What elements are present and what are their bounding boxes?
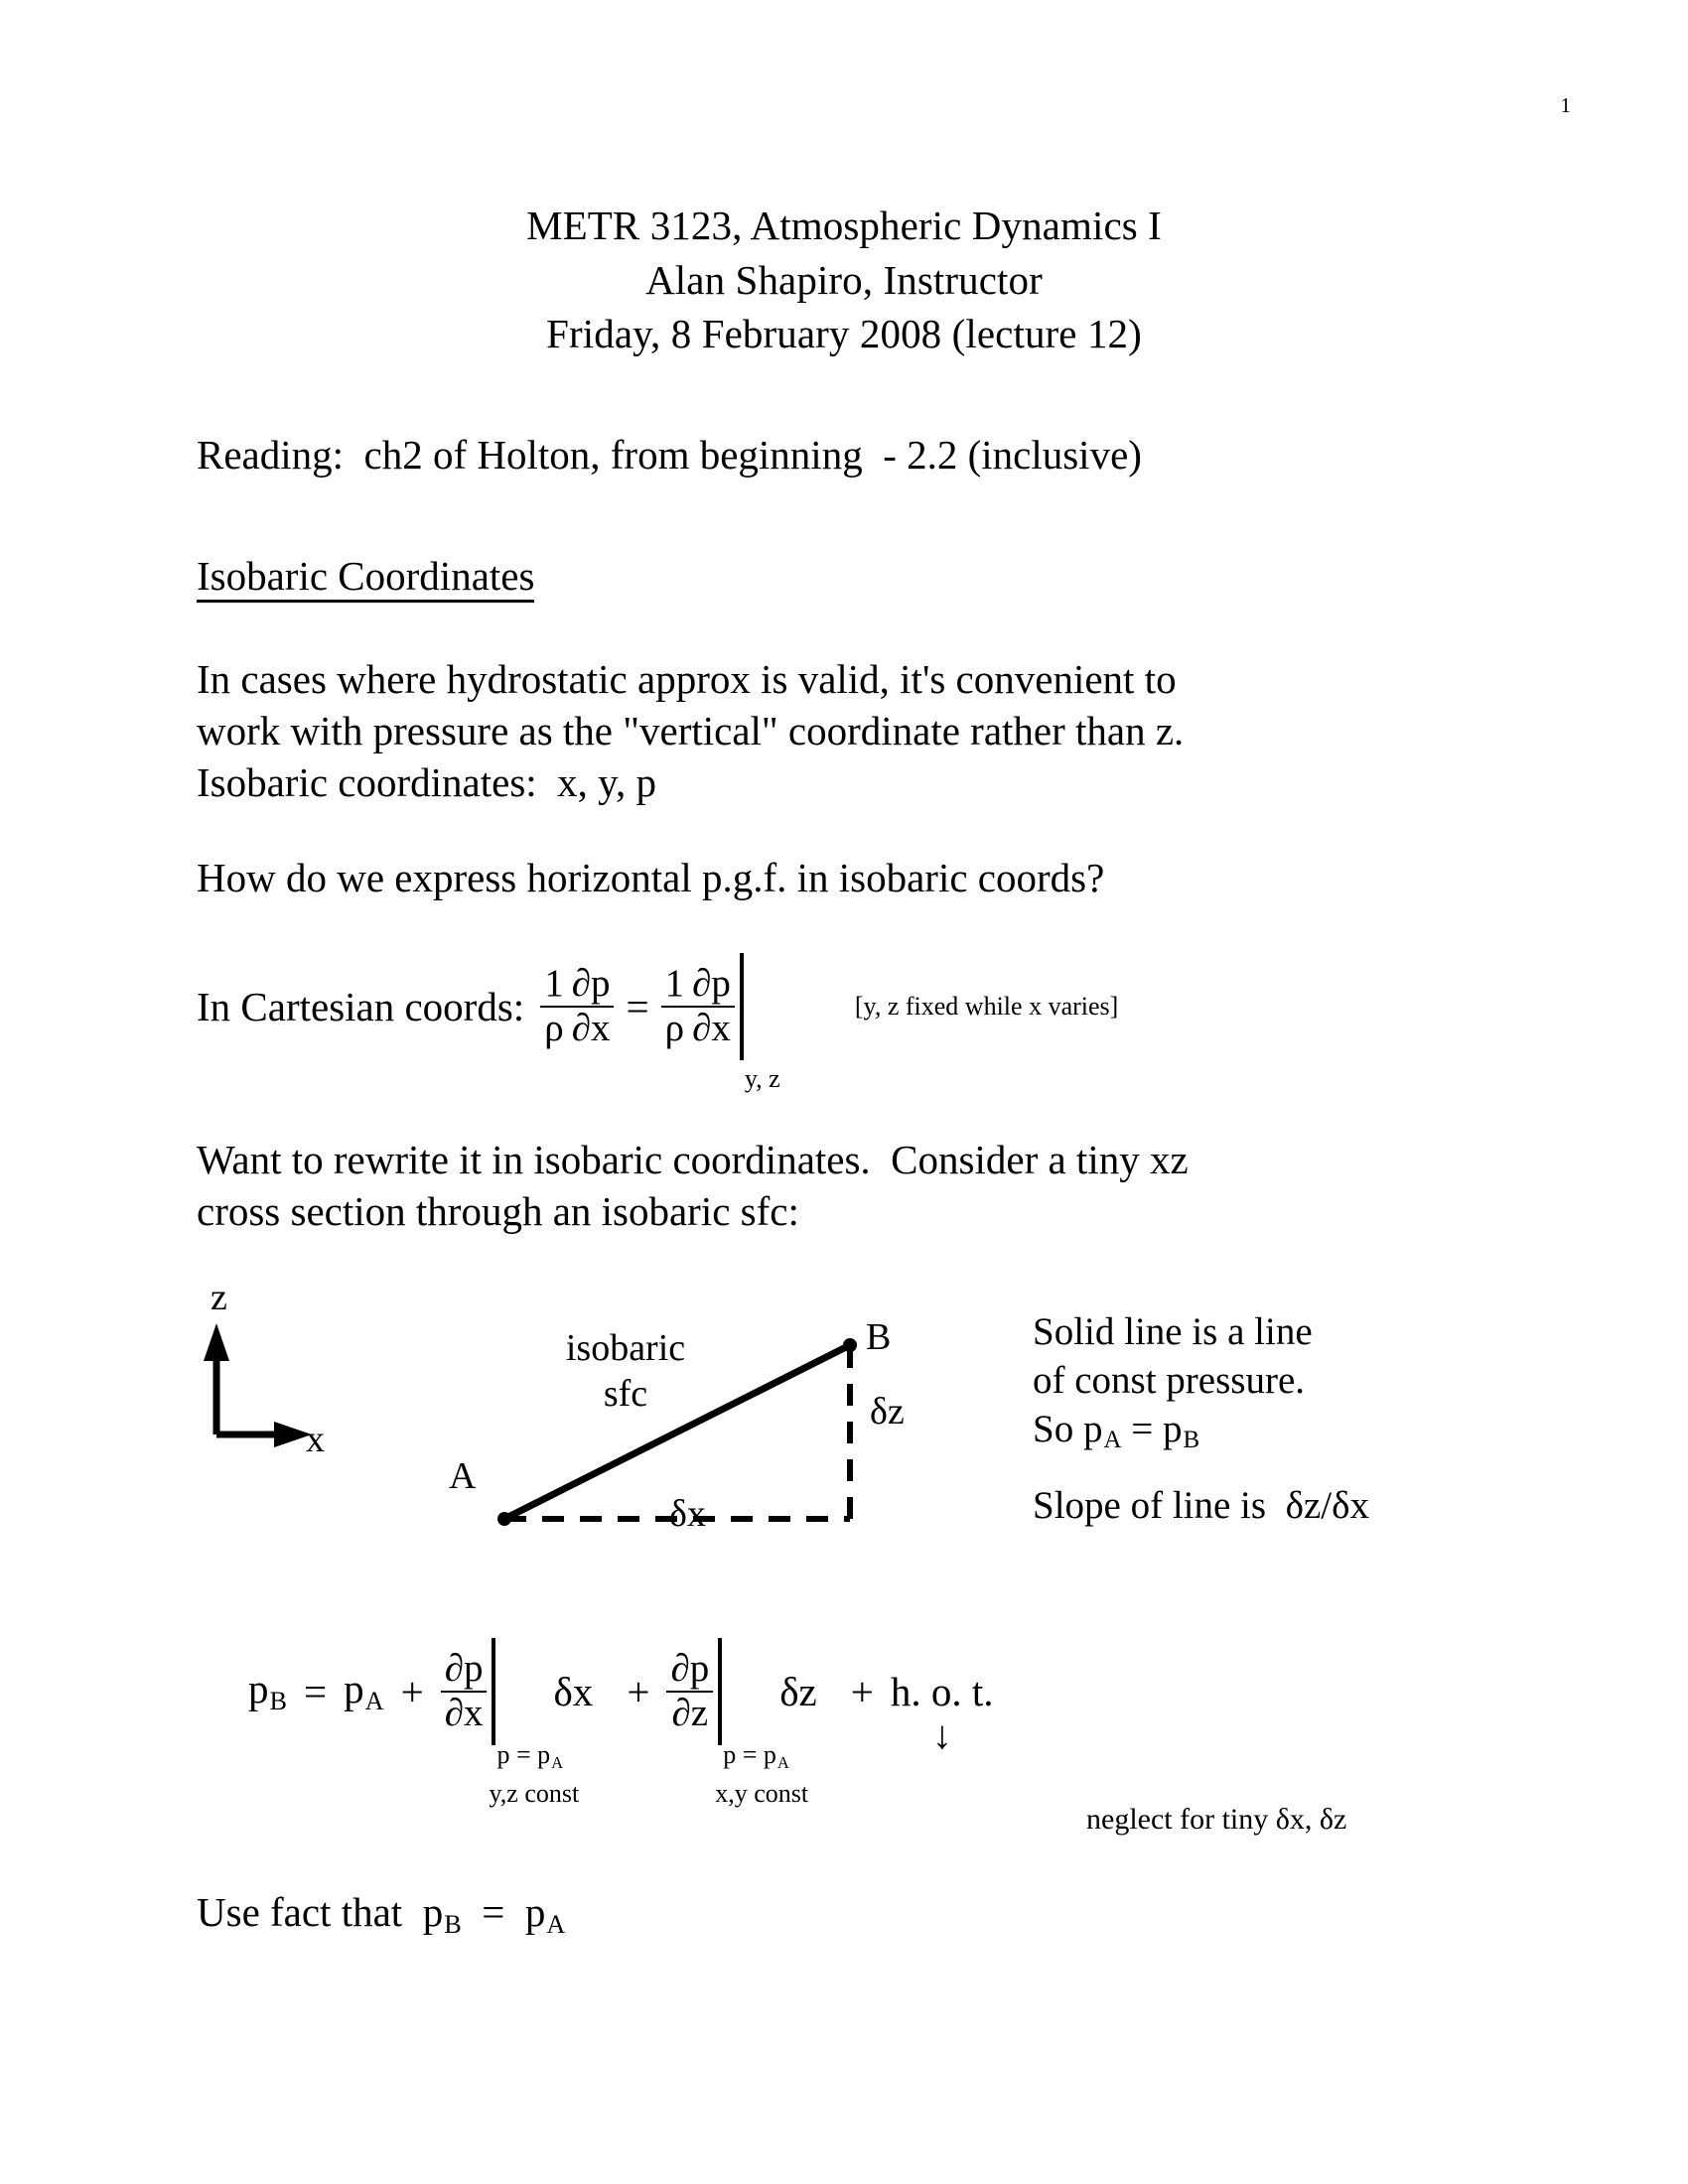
taylor-pa [344,1665,384,1716]
side-note-line3-sub-a: A [1103,1427,1122,1454]
paragraph-rewrite-isobaric [197,1134,1189,1237]
evaluation-bar-group [735,953,780,1093]
fraction-numerator: 1 [661,964,689,1008]
page-title [0,199,1688,361]
diagram-side-notes [1033,1308,1369,1530]
page-number: 1 [1560,93,1571,117]
side-note-line3-sub-b: B [1183,1427,1200,1454]
fraction-numerator: 1 [540,964,568,1008]
paragraph-rewrite-line1: Want to rewrite it in isobaric coordinates. Consider a tiny xz [197,1137,1189,1182]
side-note-line4-expr: δz/δx [1285,1483,1369,1527]
delta-z-label: δz [870,1391,905,1433]
evaluation-bar-icon [492,1638,495,1745]
fraction-denominator: ∂z [671,1692,709,1734]
neglect-note: neglect for tiny δx, δz [1086,1803,1347,1836]
taylor-pb [248,1665,287,1716]
diagram-svg [189,1276,963,1573]
evaluation-bar-subscript-line1 [496,1741,563,1771]
evaluation-bar-subscript-text: p = p [496,1739,551,1769]
taylor-equals: = [304,1668,328,1714]
down-arrow-icon: ↓ [931,1711,952,1757]
fraction-denominator: ∂x [444,1692,484,1734]
fraction-dp-dx-rhs [688,964,735,1048]
use-fact-equals: = [461,1889,525,1935]
taylor-plus-3: + [850,1668,874,1714]
taylor-hot-text: h. o. t. [890,1668,994,1714]
taylor-plus-1: + [400,1668,424,1714]
paragraph-question-pgf: How do we express horizontal p.g.f. in isobaric coords? [197,855,1105,900]
paragraph-hydrostatic-line2: work with pressure as the "vertical" coordinate rather than z. [197,708,1185,754]
point-label-b: B [866,1316,892,1358]
taylor-pa-symbol: p [344,1665,364,1711]
side-note-line3-eq: = p [1121,1407,1183,1450]
paragraph-rewrite-line2: cross section through an isobaric sfc: [197,1188,799,1235]
fraction-numerator: ∂p [568,964,615,1008]
fraction-dp-dx-term1 [441,1649,488,1733]
taylor-pa-subscript: A [364,1687,384,1716]
use-fact-lead: Use fact that [197,1889,423,1935]
delta-x-label: δx [669,1493,706,1535]
title-line-date: Friday, 8 February 2008 (lecture 12) [546,311,1142,357]
equation-cartesian-lead: In Cartesian coords: [197,983,525,1029]
evaluation-bar-subscript: y, z [744,1063,780,1093]
fraction-one-over-rho-rhs [661,964,689,1048]
use-fact-pa-symbol: p [524,1889,546,1935]
taylor-higher-order-terms [890,1668,994,1757]
evaluation-bar-subscript-line2: y,z const [489,1778,580,1808]
use-fact-pa [524,1889,566,1940]
fraction-denominator: ∂x [692,1007,731,1049]
equation-cartesian-pgf [197,953,1119,1093]
evaluation-bar-icon [740,953,744,1060]
fraction-numerator: ∂p [441,1649,488,1693]
use-fact-pb [422,1889,462,1940]
evaluation-bar-icon [718,1638,722,1745]
fraction-dp-dz-term2 [666,1649,713,1733]
taylor-pb-symbol: p [248,1665,269,1711]
fraction-numerator: ∂p [666,1649,713,1693]
side-note-pressure-equality [1033,1407,1200,1454]
title-line-instructor: Alan Shapiro, Instructor [645,256,1043,303]
section-heading-text: Isobaric Coordinates [197,553,534,603]
paragraph-hydrostatic-line1: In cases where hydrostatic approx is valid, it's convenient to [197,656,1177,702]
taylor-delta-x: δx [553,1668,594,1714]
taylor-delta-z: δz [779,1668,817,1714]
equals-sign: = [626,983,649,1029]
taylor-plus-2: + [627,1668,650,1714]
isobaric-cross-section-diagram [189,1276,963,1573]
fraction-denominator: ρ [664,1007,685,1049]
fraction-denominator: ρ [544,1007,564,1049]
side-note-slope [1033,1484,1369,1527]
paragraph-hydrostatic [197,653,1184,808]
evaluation-bar-subscript-sub: A [551,1752,564,1772]
evaluation-bar-subscript-text: p = p [723,1739,776,1769]
use-fact-statement [197,1886,565,1942]
taylor-pb-subscript: B [269,1687,287,1716]
isobaric-surface-label-line2: sfc [603,1373,648,1416]
evaluation-bar-subscript-line2: x,y const [715,1778,809,1808]
point-label-a: A [449,1455,477,1497]
axis-label-z: z [211,1277,227,1318]
title-line-course: METR 3123, Atmospheric Dynamics I [526,203,1162,248]
equation-taylor-expansion [248,1638,994,1808]
use-fact-pb-subscript: B [444,1910,462,1940]
equation-cartesian-note: [y, z fixed while x varies] [854,992,1119,1021]
isobaric-surface-label-line1: isobaric [565,1327,686,1369]
use-fact-pa-subscript: A [546,1910,566,1940]
evaluation-bar-subscript-line1 [723,1741,789,1771]
side-note-line3-lead: So p [1033,1407,1103,1450]
fraction-denominator: ∂x [571,1007,611,1049]
side-note-line1: Solid line is a line [1033,1310,1313,1353]
fraction-one-over-rho-lhs [540,964,568,1048]
paragraph-hydrostatic-line3: Isobaric coordinates: x, y, p [197,759,657,806]
section-heading-isobaric-coordinates [197,552,534,601]
axis-label-x: x [306,1419,325,1460]
reading-assignment: Reading: ch2 of Holton, from beginning - 2.2 (inclusive) [197,432,1142,478]
side-note-line4-lead: Slope of line is [1033,1483,1286,1527]
side-note-spacer [1033,1456,1369,1482]
z-axis-arrowhead-icon [204,1323,229,1361]
isobaric-surface-label [526,1325,725,1418]
use-fact-pb-symbol: p [422,1889,444,1935]
side-note-line2: of const pressure. [1033,1358,1306,1402]
fraction-dp-dx-lhs [568,964,615,1048]
evaluation-bar-subscript-sub: A [776,1752,789,1772]
fraction-numerator: ∂p [688,964,735,1008]
